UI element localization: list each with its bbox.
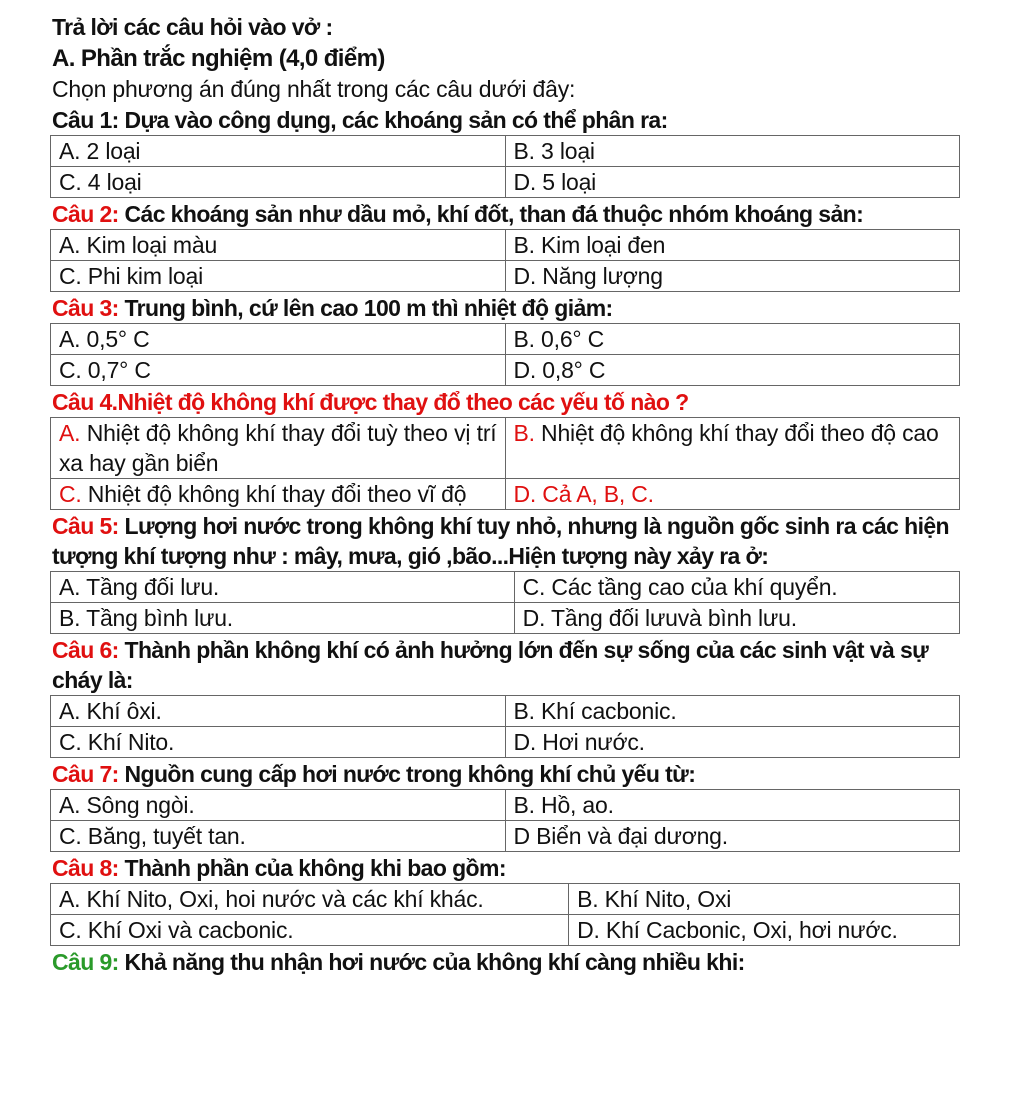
option-d xyxy=(514,603,959,634)
options-row xyxy=(51,324,960,355)
question-9 xyxy=(52,947,962,977)
option-letter: A. xyxy=(59,420,81,446)
option-b xyxy=(505,790,960,821)
option-letter: D xyxy=(513,823,530,849)
option-letter: C. xyxy=(59,481,82,507)
question-text: Thành phần không khí có ảnh hưởng lớn đến sự sống của các sinh vật và sự cháy là: xyxy=(52,637,929,693)
option-d xyxy=(505,355,960,386)
option-text: Tầng bình lưu. xyxy=(80,605,233,631)
option-letter: A. xyxy=(59,574,81,600)
option-letter: B. xyxy=(513,792,535,818)
options-row xyxy=(51,418,960,479)
options-row xyxy=(51,479,960,510)
section-title: A. Phần trắc nghiệm (4,0 điểm) xyxy=(52,45,385,72)
option-text: Kim loại màu xyxy=(80,232,218,258)
option-b xyxy=(505,324,960,355)
option-text: Biển và đại dương. xyxy=(529,823,728,849)
option-text: Sông ngòi. xyxy=(80,792,195,818)
option-b xyxy=(505,418,960,479)
options-row xyxy=(51,821,960,852)
option-b xyxy=(505,696,960,727)
question-text: Trung bình, cứ lên cao 100 m thì nhiệt độ giảm: xyxy=(118,295,613,321)
question-8 xyxy=(52,853,962,883)
option-a xyxy=(51,418,506,479)
question-text: Nguồn cung cấp hơi nước trong không khí chủ yếu từ: xyxy=(118,761,696,787)
option-text: Cả A, B, C. xyxy=(536,481,654,507)
option-text: Nhiệt độ không khí thay đổi theo độ cao xyxy=(534,420,939,446)
option-letter: A. xyxy=(59,886,81,912)
options-table xyxy=(50,571,960,634)
option-letter: A. xyxy=(59,698,81,724)
options-table xyxy=(50,789,960,852)
option-a xyxy=(51,136,506,167)
question-text: Các khoáng sản như dầu mỏ, khí đốt, than đá thuộc nhóm khoáng sản: xyxy=(118,201,864,227)
option-c xyxy=(51,479,506,510)
option-a xyxy=(51,572,515,603)
option-text: Khí Nito, Oxi, hoi nước và các khí khác. xyxy=(80,886,484,912)
option-text: Kim loại đen xyxy=(534,232,666,258)
options-row xyxy=(51,915,960,946)
option-letter: D. xyxy=(522,605,546,631)
option-letter: A. xyxy=(59,138,81,164)
question-label: Câu 9: xyxy=(52,949,119,975)
option-text: Năng lượng xyxy=(536,263,663,289)
option-letter: C. xyxy=(59,823,82,849)
options-row xyxy=(51,572,960,603)
option-letter: B. xyxy=(513,138,535,164)
options-table xyxy=(50,695,960,758)
option-text: 0,5° C xyxy=(80,326,150,352)
options-row xyxy=(51,167,960,198)
options-row xyxy=(51,884,960,915)
option-letter: B. xyxy=(59,605,81,631)
option-d xyxy=(569,915,960,946)
question-label: Câu 6: xyxy=(52,637,119,663)
question-3 xyxy=(52,293,962,323)
question-label: Câu 8: xyxy=(52,855,119,881)
question-2 xyxy=(52,199,962,229)
option-b xyxy=(569,884,960,915)
option-letter: B. xyxy=(513,232,535,258)
option-text: Băng, tuyết tan. xyxy=(81,823,246,849)
option-text: Hơi nước. xyxy=(536,729,645,755)
option-a xyxy=(51,230,506,261)
question-label: Câu 5: xyxy=(52,513,119,539)
option-text: Khí Cacbonic, Oxi, hơi nước. xyxy=(599,917,898,943)
options-row xyxy=(51,727,960,758)
option-b xyxy=(51,603,515,634)
option-text: Tầng đối lưu. xyxy=(80,574,220,600)
option-letter: C. xyxy=(59,263,82,289)
option-text: Phi kim loại xyxy=(81,263,203,289)
option-b xyxy=(505,230,960,261)
option-text: 0,6° C xyxy=(534,326,605,352)
option-c xyxy=(514,572,959,603)
question-5 xyxy=(52,511,962,571)
options-row xyxy=(51,261,960,292)
prompt: Chọn phương án đúng nhất trong các câu dưới đây: xyxy=(52,76,576,102)
option-a xyxy=(51,790,506,821)
question-label: Câu 7: xyxy=(52,761,119,787)
option-letter: C. xyxy=(59,357,82,383)
option-text: Nhiệt độ không khí thay đổi tuỳ theo vị trí xa hay gần biển xyxy=(59,420,497,476)
question-label: Câu 3: xyxy=(52,295,119,321)
option-d xyxy=(505,167,960,198)
option-letter: C. xyxy=(59,729,82,755)
options-row xyxy=(51,355,960,386)
option-letter: A. xyxy=(59,792,81,818)
option-c xyxy=(51,727,506,758)
options-row xyxy=(51,696,960,727)
option-letter: C. xyxy=(59,169,82,195)
worksheet xyxy=(52,12,962,977)
option-text: Khí ôxi. xyxy=(80,698,162,724)
option-letter: D. xyxy=(513,481,537,507)
option-text: Khí Nito, Oxi xyxy=(598,886,732,912)
option-text: Khí Nito. xyxy=(81,729,175,755)
options-table xyxy=(50,229,960,292)
instruction: Trả lời các câu hỏi vào vở : xyxy=(52,14,333,40)
question-label: Câu 1: xyxy=(52,107,119,133)
option-d xyxy=(505,261,960,292)
question-label: Câu 4. xyxy=(52,389,118,415)
option-d xyxy=(505,727,960,758)
option-c xyxy=(51,355,506,386)
option-letter: D. xyxy=(513,169,537,195)
question-list xyxy=(52,105,962,977)
option-letter: D. xyxy=(577,917,600,943)
option-d xyxy=(505,479,960,510)
options-row xyxy=(51,136,960,167)
option-text: 2 loại xyxy=(80,138,141,164)
question-label: Câu 2: xyxy=(52,201,119,227)
option-letter: D. xyxy=(513,729,537,755)
option-c xyxy=(51,915,569,946)
option-text: Khí cacbonic. xyxy=(534,698,677,724)
option-text: Hồ, ao. xyxy=(534,792,614,818)
option-letter: A. xyxy=(59,326,81,352)
options-row xyxy=(51,790,960,821)
option-c xyxy=(51,167,506,198)
option-b xyxy=(505,136,960,167)
question-6 xyxy=(52,635,962,695)
question-1 xyxy=(52,105,962,135)
option-a xyxy=(51,324,506,355)
option-text: 0,7° C xyxy=(81,357,151,383)
options-row xyxy=(51,603,960,634)
option-letter: D. xyxy=(513,357,537,383)
option-text: 0,8° C xyxy=(536,357,606,383)
option-letter: D. xyxy=(513,263,537,289)
question-7 xyxy=(52,759,962,789)
option-letter: C. xyxy=(59,917,82,943)
question-text: Khả năng thu nhận hơi nước của không khí càng nhiều khi: xyxy=(118,949,745,975)
question-text: Thành phần của không khi bao gồm: xyxy=(118,855,506,881)
option-letter: C. xyxy=(522,574,546,600)
option-text: Nhiệt độ không khí thay đổi theo vĩ độ xyxy=(81,481,467,507)
option-text: 3 loại xyxy=(534,138,595,164)
question-text: Lượng hơi nước trong không khí tuy nhỏ, nhưng là nguồn gốc sinh ra các hiện tượng khí tượng như : mây, mưa, gió ,bão...Hiện tượng này xảy ra ở: xyxy=(52,513,950,569)
question-text: Dựa vào công dụng, các khoáng sản có thể phân ra: xyxy=(118,107,668,133)
option-letter: B. xyxy=(513,698,535,724)
option-letter: B. xyxy=(513,326,535,352)
option-text: Khí Oxi và cacbonic. xyxy=(81,917,294,943)
options-table xyxy=(50,883,960,946)
option-text: 5 loại xyxy=(536,169,597,195)
option-a xyxy=(51,884,569,915)
option-letter: B. xyxy=(513,420,535,446)
option-letter: B. xyxy=(577,886,599,912)
option-c xyxy=(51,821,506,852)
option-text: Các tầng cao của khí quyển. xyxy=(545,574,838,600)
question-text: Nhiệt độ không khí được thay đổ theo các yếu tố nào ? xyxy=(117,389,689,415)
option-text: Tầng đối lưuvà bình lưu. xyxy=(545,605,797,631)
option-text: 4 loại xyxy=(81,169,142,195)
option-letter: A. xyxy=(59,232,81,258)
option-c xyxy=(51,261,506,292)
options-table xyxy=(50,135,960,198)
option-a xyxy=(51,696,506,727)
option-d xyxy=(505,821,960,852)
options-row xyxy=(51,230,960,261)
options-table xyxy=(50,323,960,386)
question-4 xyxy=(52,387,962,417)
options-table xyxy=(50,417,960,510)
